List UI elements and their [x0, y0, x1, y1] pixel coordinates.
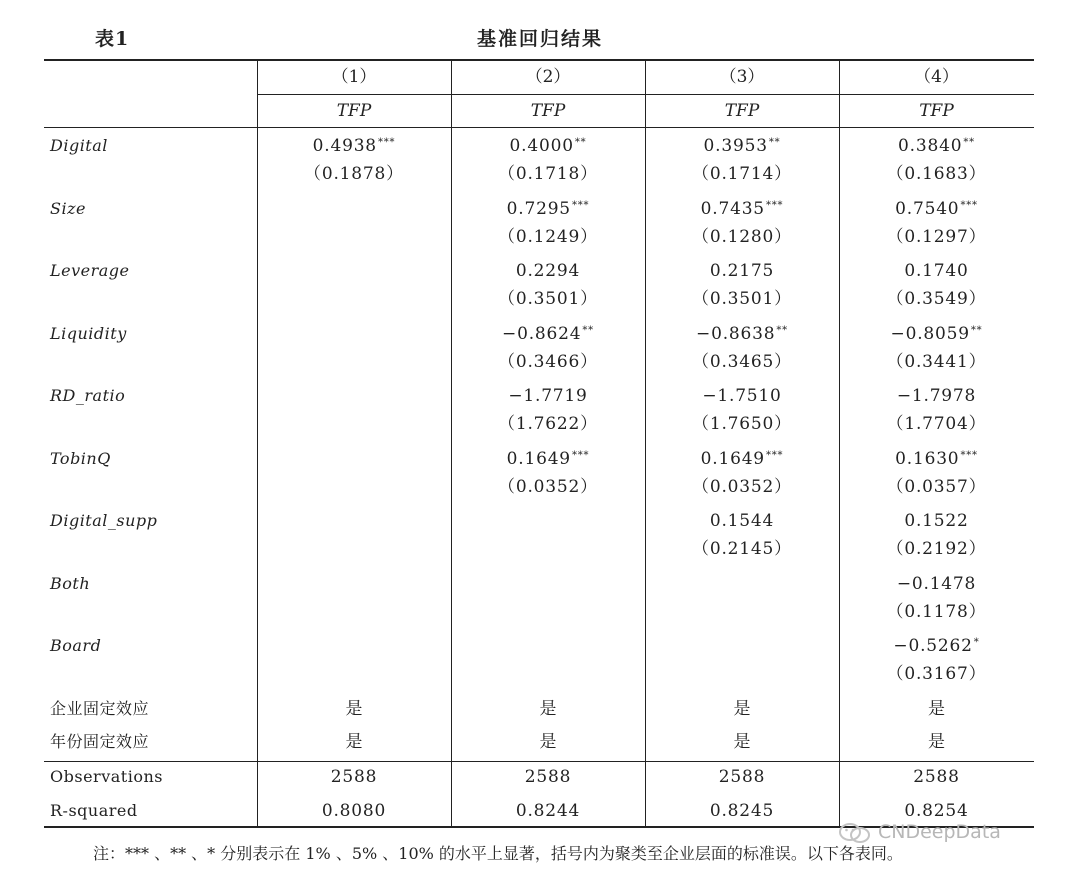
- coefficient-value: −1.7978: [896, 386, 977, 406]
- coefficient-value: 0.1740: [904, 261, 969, 281]
- watermark: [838, 818, 1001, 846]
- wechat-icon: [838, 822, 872, 844]
- column-number: （1）: [331, 67, 377, 87]
- dependent-variable: TFP: [336, 101, 372, 121]
- standard-error: （1.7622）: [498, 414, 598, 434]
- statistic-value: 0.8244: [515, 801, 581, 821]
- coefficient: [451, 320, 645, 348]
- coefficient-value: −1.7510: [702, 386, 782, 406]
- standard-error: （0.1683）: [886, 164, 987, 184]
- coefficient-value: 0.2294: [515, 261, 581, 281]
- variable-name: Size: [50, 199, 86, 218]
- statistic-label: R-squared: [50, 801, 138, 820]
- coefficient: [839, 445, 1034, 473]
- standard-error: （0.1878）: [304, 164, 404, 184]
- coefficient: [839, 320, 1034, 348]
- fixed-effect-value: 是: [733, 732, 751, 752]
- variable-name: Digital_supp: [50, 511, 158, 530]
- significance-stars: ***: [377, 137, 396, 148]
- coefficient: [839, 195, 1034, 223]
- coefficient: [839, 382, 1034, 410]
- coefficient-value: 0.3840: [898, 136, 963, 156]
- coefficient: [645, 507, 839, 535]
- standard-error: （0.2192）: [886, 539, 987, 559]
- statistic-value: 2588: [330, 767, 378, 787]
- coefficient-value: 0.2175: [709, 261, 775, 281]
- header-rule-2: [44, 127, 1034, 128]
- coefficient-value: 0.1649: [700, 449, 765, 469]
- statistic-value: 0.8254: [904, 801, 969, 821]
- standard-error: （1.7704）: [886, 414, 987, 434]
- coefficient-value: 0.3953: [703, 136, 768, 156]
- coefficient-value: −0.8624: [502, 324, 582, 344]
- significance-stars: ***: [960, 200, 978, 211]
- coefficient-value: 0.1649: [506, 449, 571, 469]
- standard-error: （0.3465）: [692, 352, 792, 372]
- dependent-variable: TFP: [724, 101, 760, 121]
- standard-error: （0.1249）: [498, 227, 598, 247]
- fixed-effect-value: 是: [345, 699, 363, 719]
- coefficient: [451, 132, 645, 160]
- variable-name: Liquidity: [50, 324, 127, 343]
- fixed-effect-label: 年份固定效应: [50, 732, 150, 751]
- standard-error: （0.1714）: [692, 164, 792, 184]
- significance-stars: ***: [765, 200, 784, 211]
- statistic-value: 2588: [718, 767, 766, 787]
- variable-name: Digital: [50, 136, 108, 155]
- coefficient: [645, 445, 839, 473]
- statistic-label: Observations: [50, 767, 163, 786]
- standard-error: （0.3466）: [498, 352, 598, 372]
- standard-error: （0.0352）: [498, 477, 598, 497]
- statistic-value: 0.8080: [321, 801, 387, 821]
- coefficient: [839, 570, 1034, 598]
- top-rule: [44, 59, 1034, 61]
- statistic-value: 2588: [913, 767, 960, 787]
- coefficient-value: −0.5262: [893, 636, 973, 656]
- coefficient: [645, 257, 839, 285]
- standard-error: （0.1280）: [692, 227, 792, 247]
- statistic-value: 0.8245: [709, 801, 775, 821]
- coefficient-value: −0.8059: [890, 324, 970, 344]
- significance-stars: **: [582, 325, 594, 336]
- standard-error: （0.1297）: [886, 227, 987, 247]
- standard-error: （0.3441）: [886, 352, 987, 372]
- column-number: （4）: [914, 67, 959, 87]
- variable-name: Leverage: [50, 261, 130, 280]
- standard-error: （0.3501）: [498, 289, 598, 309]
- fixed-effect-value: 是: [733, 699, 751, 719]
- coefficient-value: 0.1544: [709, 511, 775, 531]
- variable-name: Board: [50, 636, 102, 655]
- significance-stars: ***: [571, 200, 590, 211]
- standard-error: （0.3167）: [886, 664, 987, 684]
- significance-stars: **: [963, 137, 975, 148]
- fixed-effect-value: 是: [539, 732, 557, 752]
- fixed-effect-value: 是: [928, 732, 945, 752]
- coefficient: [645, 382, 839, 410]
- significance-stars: **: [574, 137, 587, 148]
- coefficient-value: 0.4938: [312, 136, 377, 156]
- coefficient: [839, 132, 1034, 160]
- significance-stars: **: [768, 137, 781, 148]
- coefficient: [257, 132, 451, 160]
- coefficient-value: −0.8638: [696, 324, 776, 344]
- coefficient-value: 0.7295: [506, 199, 571, 219]
- standard-error: （0.1718）: [498, 164, 598, 184]
- coefficient-value: −0.1478: [896, 574, 977, 594]
- significance-stars: ***: [765, 450, 784, 461]
- significance-stars: **: [970, 325, 983, 336]
- significance-stars: **: [776, 325, 788, 336]
- coefficient: [451, 195, 645, 223]
- coefficient-value: 0.4000: [509, 136, 574, 156]
- table-label: 表1: [95, 28, 130, 50]
- coefficient-value: 0.1630: [895, 449, 960, 469]
- table-title: 基准回归结果: [476, 28, 603, 50]
- standard-error: （0.0357）: [886, 477, 987, 497]
- coefficient-value: 0.1522: [904, 511, 969, 531]
- coefficient: [645, 320, 839, 348]
- fixed-effect-value: 是: [928, 699, 945, 719]
- table-note: 注：*** 、** 、* 分别表示在 1% 、5% 、10% 的水平上显著，括号内为聚类至企业层面的标准误。以下各表同。: [93, 844, 903, 863]
- standard-error: （0.3501）: [692, 289, 792, 309]
- coefficient: [839, 257, 1034, 285]
- fixed-effect-label: 企业固定效应: [50, 699, 150, 718]
- coefficient: [451, 382, 645, 410]
- coefficient-value: 0.7540: [895, 199, 960, 219]
- standard-error: （0.1178）: [886, 602, 987, 622]
- variable-name: TobinQ: [50, 449, 111, 468]
- variable-name: RD_ratio: [50, 386, 126, 405]
- statistic-value: 2588: [524, 767, 572, 787]
- variable-name: Both: [50, 574, 91, 593]
- dependent-variable: TFP: [919, 101, 954, 121]
- watermark-text: CNDeepData: [878, 821, 1001, 843]
- significance-stars: ***: [571, 450, 590, 461]
- significance-stars: ***: [960, 450, 978, 461]
- standard-error: （1.7650）: [692, 414, 792, 434]
- coefficient: [451, 257, 645, 285]
- coefficient-value: −1.7719: [508, 386, 588, 406]
- standard-error: （0.0352）: [692, 477, 792, 497]
- column-number: （2）: [525, 67, 571, 87]
- coefficient-value: 0.7435: [700, 199, 765, 219]
- fixed-effect-value: 是: [539, 699, 557, 719]
- effects-bottom-rule: [44, 761, 1034, 762]
- coefficient: [645, 132, 839, 160]
- standard-error: （0.2145）: [692, 539, 792, 559]
- significance-stars: *: [973, 637, 980, 648]
- dependent-variable: TFP: [530, 101, 566, 121]
- fixed-effect-value: 是: [345, 732, 363, 752]
- coefficient: [645, 195, 839, 223]
- coefficient: [839, 632, 1034, 660]
- column-number: （3）: [719, 67, 765, 87]
- coefficient: [839, 507, 1034, 535]
- standard-error: （0.3549）: [886, 289, 987, 309]
- coefficient: [451, 445, 645, 473]
